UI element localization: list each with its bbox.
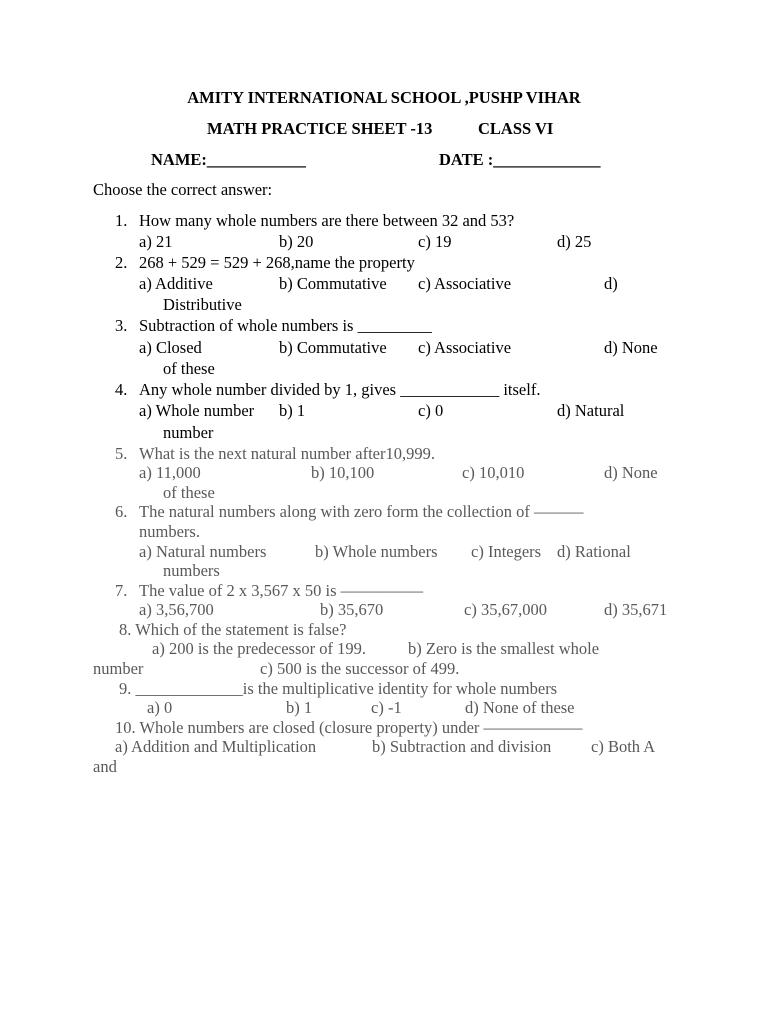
option-continuation: numbers: [163, 561, 220, 580]
option-d: d): [604, 274, 618, 293]
option-c: c) Integers: [471, 542, 542, 561]
option-b: b) 1: [286, 698, 313, 717]
option-b: b) 1: [279, 401, 306, 420]
class-label: CLASS VI: [478, 119, 554, 138]
option-continuation: and: [93, 757, 117, 776]
question-number: 4.: [115, 380, 128, 399]
name-field-label: NAME:____________: [151, 150, 306, 169]
option-b: b) Subtraction and division: [372, 737, 552, 756]
option-continuation: number: [93, 659, 144, 678]
date-field-label: DATE :_____________: [439, 150, 601, 169]
question-number: 5.: [115, 444, 128, 463]
option-d: d) None: [604, 463, 658, 482]
question-text-continuation: numbers.: [139, 522, 200, 541]
option-c: c) 10,010: [462, 463, 525, 482]
option-a: a) 200 is the predecessor of 199.: [152, 639, 366, 658]
option-c: c) 19: [418, 232, 452, 251]
question-text: 268 + 529 = 529 + 268,name the property: [139, 253, 415, 272]
question-number: 1.: [115, 211, 128, 230]
option-c: c) 0: [418, 401, 444, 420]
option-b: b) Zero is the smallest whole: [408, 639, 600, 658]
question-text: How many whole numbers are there between 32 and 53?: [139, 211, 515, 230]
option-continuation: number: [163, 423, 214, 442]
option-a: a) 21: [139, 232, 173, 251]
option-b: b) 35,670: [320, 600, 384, 619]
instructions: Choose the correct answer:: [93, 180, 273, 199]
option-d: d) Natural: [557, 401, 625, 420]
option-d: d) None: [604, 338, 658, 357]
question-text: 10. Whole numbers are closed (closure property) under ——————: [115, 718, 583, 737]
option-c: c) 35,67,000: [464, 600, 547, 619]
option-d: d) Rational: [557, 542, 631, 561]
question-text: Any whole number divided by 1, gives ____________ itself.: [139, 380, 541, 399]
option-c: c) Both A: [591, 737, 656, 756]
option-continuation: of these: [163, 483, 215, 502]
question-text: The natural numbers along with zero form the collection of ———: [139, 502, 584, 521]
option-c: c) Associative: [418, 274, 512, 293]
option-d: d) 25: [557, 232, 592, 251]
option-d: d) None of these: [465, 698, 575, 717]
option-a: a) 11,000: [139, 463, 201, 482]
option-a: a) 0: [147, 698, 173, 717]
option-a: a) Natural numbers: [139, 542, 267, 561]
option-b: b) Whole numbers: [315, 542, 438, 561]
option-a: a) Whole number: [139, 401, 255, 420]
option-continuation: of these: [163, 359, 215, 378]
question-text: 9. _____________is the multiplicative identity for whole numbers: [119, 679, 558, 698]
sheet-title: MATH PRACTICE SHEET -13: [207, 119, 433, 138]
option-c: c) Associative: [418, 338, 512, 357]
option-b: b) 10,100: [311, 463, 375, 482]
option-b: b) Commutative: [279, 274, 387, 293]
option-b: b) Commutative: [279, 338, 387, 357]
option-a: a) Addition and Multiplication: [115, 737, 317, 756]
question-text: What is the next natural number after10,999.: [139, 444, 435, 463]
question-text: The value of 2 x 3,567 x 50 is —————: [139, 581, 424, 600]
question-number: 6.: [115, 502, 128, 521]
question-number: 3.: [115, 316, 128, 335]
question-number: 7.: [115, 581, 128, 600]
option-a: a) 3,56,700: [139, 600, 214, 619]
question-text: Subtraction of whole numbers is _________: [139, 316, 432, 335]
option-c: c) -1: [371, 698, 402, 717]
option-continuation: Distributive: [163, 295, 242, 314]
option-a: a) Additive: [139, 274, 213, 293]
question-number: 2.: [115, 253, 128, 272]
question-text: 8. Which of the statement is false?: [119, 620, 347, 639]
option-a: a) Closed: [139, 338, 202, 357]
option-b: b) 20: [279, 232, 314, 251]
option-c: c) 500 is the successor of 499.: [260, 659, 460, 678]
option-d: d) 35,671: [604, 600, 668, 619]
school-title: AMITY INTERNATIONAL SCHOOL ,PUSHP VIHAR: [187, 88, 581, 107]
